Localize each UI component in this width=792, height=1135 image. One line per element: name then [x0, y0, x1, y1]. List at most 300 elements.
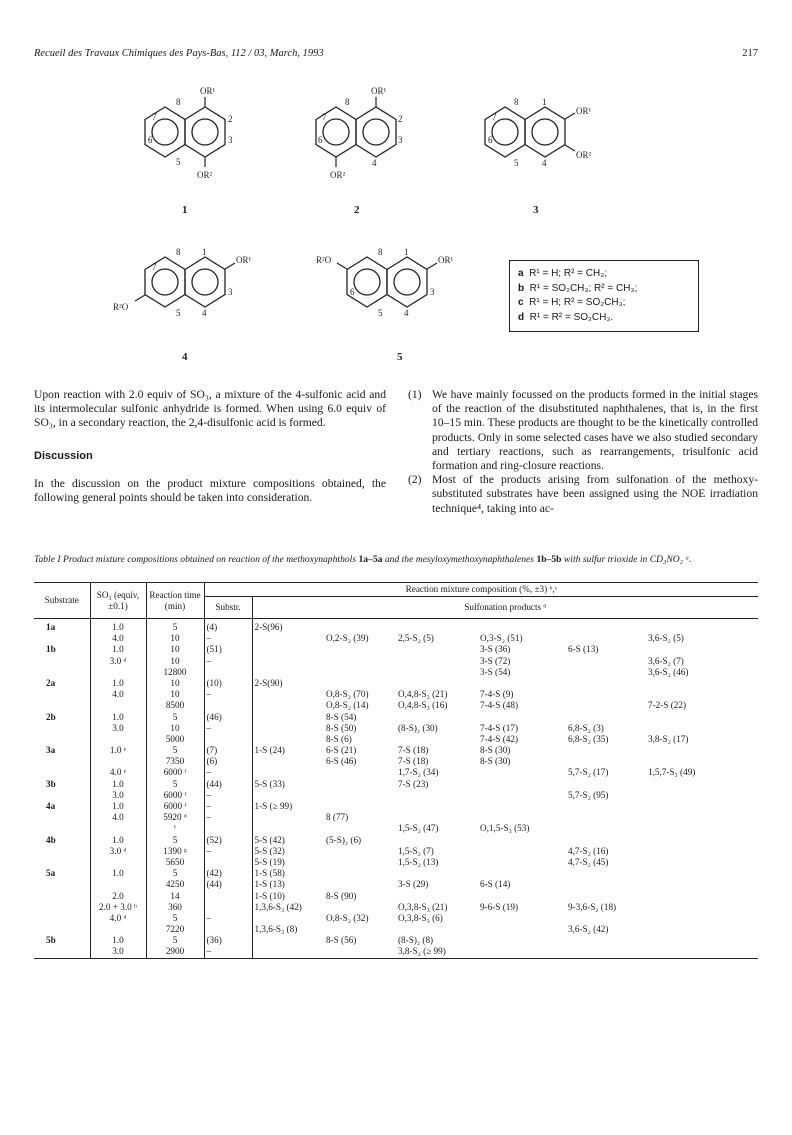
table-cell: 6000 ᶠ — [146, 767, 204, 778]
table-row — [34, 756, 758, 767]
table-cell: 2,5-S₂ (5) — [398, 633, 434, 644]
table-cell: 1.0 — [90, 835, 146, 846]
table-cell — [718, 633, 758, 644]
table-cell — [324, 946, 396, 958]
svg-text:7: 7 — [152, 112, 157, 122]
table-cell: 5 — [146, 935, 204, 946]
table-cell: 1.0 ᵉ — [90, 745, 146, 756]
table-cell: 1.0 — [90, 801, 146, 812]
substrate-cell — [34, 734, 90, 745]
table-cell: 3,8-S₂ (≥ 99) — [398, 946, 446, 957]
table-cell — [718, 857, 758, 868]
table-cell: 5-S (33) — [254, 778, 285, 789]
legend-row-b: b R¹ = SO₂CH₃; R² = CH₃; — [518, 282, 638, 294]
table-row — [34, 913, 758, 924]
table-cell: 5 — [146, 913, 204, 924]
table-cell — [204, 857, 252, 868]
table-cell — [718, 891, 758, 902]
table-cell: 5920 ᵈ — [146, 812, 204, 823]
table-cell: 4,7-S₂ (45) — [568, 856, 609, 867]
table-cell: O,3,8-S₃ (21) — [398, 901, 448, 912]
svg-text:4: 4 — [542, 158, 547, 168]
table-cell — [90, 879, 146, 890]
table-cell — [646, 779, 718, 790]
table-cell — [566, 935, 646, 946]
table-cell — [252, 823, 324, 834]
svg-text:1: 1 — [542, 97, 547, 107]
substituent-legend — [509, 260, 699, 332]
table-cell: 7-S (18) — [398, 756, 429, 767]
table-row — [34, 644, 758, 655]
table-cell: 4.0 ᵈ — [90, 913, 146, 924]
table-row — [34, 801, 758, 812]
table-cell: 3-S (72) — [480, 655, 511, 666]
legend-row-c: c R¹ = H; R² = SO₂CH₃; — [518, 297, 626, 308]
table-row — [34, 619, 758, 634]
table-cell — [566, 913, 646, 924]
table-cell: 6000 ᶠ — [146, 801, 204, 812]
table-cell — [646, 712, 718, 723]
table-cell — [478, 678, 566, 689]
table-row — [34, 667, 758, 678]
table-cell: O,8-S₂ (70) — [326, 689, 369, 700]
table-row — [34, 846, 758, 857]
table-cell: 3.0 — [90, 946, 146, 958]
table-cell — [718, 723, 758, 734]
svg-text:6: 6 — [148, 135, 153, 145]
substrate-cell — [34, 767, 90, 778]
table-cell — [566, 835, 646, 846]
substrate-cell — [34, 846, 90, 857]
table-cell: O,2-S₂ (39) — [326, 633, 369, 644]
table-cell — [718, 767, 758, 778]
table-cell — [718, 846, 758, 857]
table-cell — [718, 619, 758, 634]
c3-sub1-label: OR¹ — [576, 106, 592, 116]
table-cell: – — [204, 801, 252, 812]
table-cell — [396, 644, 478, 655]
table-cell — [252, 723, 324, 734]
table-cell — [718, 868, 758, 879]
table-cell — [90, 667, 146, 678]
table-cell — [396, 891, 478, 902]
svg-text:6: 6 — [318, 135, 323, 145]
table-cell: 360 — [146, 902, 204, 913]
table-cell — [478, 935, 566, 946]
table-cell: 10 — [146, 633, 204, 644]
table-cell: 1.0 — [90, 619, 146, 634]
table-cell: 8-S (50) — [326, 722, 357, 733]
table-cell: (44) — [204, 779, 252, 790]
table-cell: 9-6-S (19) — [480, 901, 519, 912]
table-cell: O,3,8-S₃ (6) — [398, 912, 443, 923]
table-cell — [646, 619, 718, 634]
table-cell: 2900 — [146, 946, 204, 958]
table-cell — [646, 902, 718, 913]
table-cell — [324, 857, 396, 868]
compound-1 — [145, 86, 233, 216]
table-cell — [396, 868, 478, 879]
table-cell — [252, 790, 324, 801]
table-cell: 3,6-S₂ (5) — [648, 633, 684, 644]
c3-sub2-label: OR² — [576, 150, 592, 160]
table-row — [34, 779, 758, 790]
table-cell — [718, 823, 758, 834]
table-cell — [718, 689, 758, 700]
table-cell: 8-S (56) — [326, 935, 357, 946]
table-row — [34, 879, 758, 890]
svg-text:8: 8 — [176, 97, 181, 107]
table-cell: 14 — [146, 891, 204, 902]
table-cell: – — [204, 790, 252, 801]
table-cell — [204, 823, 252, 834]
header-substrate: Substrate — [34, 583, 90, 619]
table-cell — [646, 644, 718, 655]
svg-text:4: 4 — [372, 158, 377, 168]
substrate-cell — [34, 924, 90, 935]
table-cell — [478, 801, 566, 812]
table-row — [34, 745, 758, 756]
table-cell — [566, 678, 646, 689]
svg-text:8: 8 — [378, 247, 383, 257]
substrate-cell — [34, 812, 90, 823]
table-cell — [718, 779, 758, 790]
substrate-cell: 5b — [34, 935, 90, 946]
table-cell: 6-S (13) — [568, 644, 599, 655]
table-cell: 5-S (42) — [254, 834, 285, 845]
table-cell: – — [204, 812, 252, 823]
table-row — [34, 767, 758, 778]
table-cell — [252, 700, 324, 711]
table-cell — [566, 745, 646, 756]
table-cell — [252, 734, 324, 745]
table-cell: 5,7-S₂ (17) — [568, 767, 609, 778]
table-cell: 3.0 ᵈ — [90, 656, 146, 667]
table-cell: – — [204, 946, 252, 958]
table-cell — [566, 656, 646, 667]
table-cell: 5-S (32) — [254, 845, 285, 856]
svg-text:4: 4 — [404, 308, 409, 318]
table-cell: O,3-S₂ (51) — [480, 633, 523, 644]
table-cell: 7-4-S (42) — [480, 733, 519, 744]
table-cell: 8-S (30) — [480, 745, 511, 756]
svg-text:3: 3 — [228, 135, 233, 145]
table-cell: 8-S (30) — [480, 756, 511, 767]
table-cell — [90, 756, 146, 767]
note-item-1: (1) We have mainly focussed on the products formed in the initial stages of the reaction of the disubstituted naphthalenes, that is, in the first 10–15 min. These products are thought to be the kinetically controlled products. Only in some selected cases have we also studied secondary and tertiary reactions, such as rearrangements, trisulfonic acid formation and ring-closure reactions. — [408, 388, 758, 473]
table-cell — [396, 678, 478, 689]
substrate-cell: 1b — [34, 644, 90, 655]
table-cell — [646, 801, 718, 812]
table-cell — [90, 734, 146, 745]
c4-sub1-label: OR¹ — [236, 255, 252, 265]
table-cell — [566, 946, 646, 958]
c5-sub2-label: R²O — [316, 255, 332, 265]
table-cell: O,4,8-S₃ (16) — [398, 700, 448, 711]
table-cell — [718, 790, 758, 801]
c2-bottom-label: OR² — [330, 170, 346, 180]
table-cell: 5 — [146, 779, 204, 790]
table-cell — [718, 902, 758, 913]
table-cell — [646, 946, 718, 958]
table-row — [34, 868, 758, 879]
table-cell — [478, 913, 566, 924]
table-cell: 1,7-S₂ (34) — [398, 767, 439, 778]
substrate-cell — [34, 656, 90, 667]
table-cell: (5-S)₂ (6) — [326, 834, 362, 845]
table-row — [34, 723, 758, 734]
table-cell — [646, 745, 718, 756]
table-cell — [646, 756, 718, 767]
left-paragraph-1: Upon reaction with 2.0 equiv of SO₃, a mixture of the 4-sulfonic acid and its intermolecular sulfonic anhydride is formed. When using 6.0 equiv of SO₃, in a secondary reaction, the 2,4-disulfonic acid is formed. — [34, 388, 386, 430]
table-cell: – — [204, 767, 252, 778]
table-cell — [566, 712, 646, 723]
table-cell: 5 — [146, 835, 204, 846]
table-cell: 2-S(96) — [254, 622, 283, 632]
table-cell — [324, 678, 396, 689]
table-cell — [478, 712, 566, 723]
table-row — [34, 689, 758, 700]
table-cell: 1.0 — [90, 868, 146, 879]
compound-number-1: 1 — [182, 204, 188, 216]
table-cell: 6,8-S₂ (3) — [568, 722, 604, 733]
substrate-cell: 5a — [34, 868, 90, 879]
table-cell — [646, 857, 718, 868]
table-cell: 10 — [146, 689, 204, 700]
substrate-cell — [34, 790, 90, 801]
table-cell — [566, 891, 646, 902]
table-cell: (52) — [204, 835, 252, 846]
table-cell — [646, 790, 718, 801]
table-cell — [396, 812, 478, 823]
substrate-cell: 3a — [34, 745, 90, 756]
table-cell — [324, 924, 396, 935]
table-cell: 12800 — [146, 667, 204, 678]
table-cell: 4.0 — [90, 633, 146, 644]
table-cell — [718, 644, 758, 655]
table-cell: 5,7-S₂ (95) — [568, 789, 609, 800]
table-cell — [324, 846, 396, 857]
table-cell — [646, 823, 718, 834]
table-cell — [252, 913, 324, 924]
table-cell: 7-S (18) — [398, 745, 429, 756]
journal-title: Recueil des Travaux Chimiques des Pays-Bas, 112 / 03, March, 1993 — [34, 48, 324, 59]
compound-number-2: 2 — [354, 204, 360, 216]
table-cell — [478, 619, 566, 634]
table-cell: 8500 — [146, 700, 204, 711]
header-products: Sulfonation products ᵈ — [464, 602, 547, 613]
table-cell: 3.0 — [90, 723, 146, 734]
table-cell: 1-S (≥ 99) — [254, 801, 293, 811]
svg-text:6: 6 — [350, 287, 355, 297]
svg-text:3: 3 — [228, 287, 233, 297]
table-cell: (10) — [204, 678, 252, 689]
svg-text:5: 5 — [176, 308, 181, 318]
table-cell: 5 — [146, 619, 204, 634]
table-cell: 8 (77) — [326, 812, 349, 823]
table-cell: 1,5-S₂ (7) — [398, 845, 434, 856]
table-cell: 5000 — [146, 734, 204, 745]
table-cell: 3,6-S₂ (42) — [568, 924, 609, 935]
table-cell — [324, 656, 396, 667]
table-container — [34, 582, 758, 959]
table-cell — [252, 644, 324, 655]
table-cell — [478, 812, 566, 823]
compound-5 — [316, 247, 454, 363]
table-cell: 3-S (36) — [480, 644, 511, 655]
table-cell: 6000 ᶠ — [146, 790, 204, 801]
page-number: 217 — [742, 48, 758, 59]
table-cell — [204, 700, 252, 711]
svg-text:8: 8 — [345, 97, 350, 107]
table-cell — [566, 667, 646, 678]
table-cell: O,1,5-S₃ (53) — [480, 823, 530, 834]
table-cell — [324, 868, 396, 879]
table-row — [34, 946, 758, 958]
table-cell — [718, 667, 758, 678]
table-cell — [646, 891, 718, 902]
svg-text:8: 8 — [514, 97, 519, 107]
table-cell: 4.0 — [90, 689, 146, 700]
table-row — [34, 891, 758, 902]
table-cell — [478, 779, 566, 790]
table-cell: 1.0 — [90, 935, 146, 946]
table-cell — [204, 902, 252, 913]
table-cell: 5 — [146, 868, 204, 879]
table-cell: 2.0 — [90, 891, 146, 902]
legend-row-d: d R¹ = R² = SO₂CH₃. — [518, 311, 614, 323]
table-cell: 9-3,6-S₂ (18) — [568, 901, 617, 912]
svg-text:6: 6 — [488, 135, 493, 145]
table-cell — [718, 756, 758, 767]
table-cell — [566, 868, 646, 879]
table-cell — [204, 734, 252, 745]
table-cell: ᶠ — [146, 823, 204, 834]
table-cell — [324, 902, 396, 913]
table-cell — [252, 767, 324, 778]
table-cell: 1,5-S₂ (47) — [398, 823, 439, 834]
table-cell — [718, 913, 758, 924]
table-cell — [324, 767, 396, 778]
table-row — [34, 678, 758, 689]
c2-top-label: OR¹ — [371, 86, 387, 96]
substrate-cell — [34, 689, 90, 700]
substrate-cell — [34, 633, 90, 644]
table-cell — [718, 734, 758, 745]
c1-top-label: OR¹ — [200, 86, 216, 96]
compound-2 — [316, 86, 403, 216]
table-cell: 6-S (21) — [326, 745, 357, 756]
table-cell — [718, 924, 758, 935]
table-cell: 2-S(90) — [254, 677, 283, 688]
table-cell — [646, 689, 718, 700]
table-cell: 5 — [146, 745, 204, 756]
substrate-cell — [34, 902, 90, 913]
left-column — [34, 388, 386, 505]
table-cell — [718, 656, 758, 667]
table-cell — [396, 835, 478, 846]
discussion-heading: Discussion — [34, 449, 93, 462]
substrate-cell — [34, 723, 90, 734]
table-cell: 1390 ᵍ — [146, 846, 204, 857]
table-cell: 10 — [146, 656, 204, 667]
c1-bottom-label: OR² — [197, 170, 213, 180]
table-cell — [396, 734, 478, 745]
table-cell: 2.0 + 3.0 ʰ — [90, 902, 146, 913]
header-composition: Reaction mixture composition (%, ±3) ᵇ,ᶜ — [204, 583, 758, 597]
table-cell — [566, 779, 646, 790]
substrate-cell — [34, 946, 90, 958]
c4-sub2-label: R²O — [113, 302, 129, 312]
substrate-cell: 3b — [34, 779, 90, 790]
table-row — [34, 812, 758, 823]
table-cell: (8-S)₂ (30) — [398, 722, 438, 733]
table-cell: O,8-S₂ (32) — [326, 912, 369, 923]
substrate-cell — [34, 891, 90, 902]
substrate-cell — [34, 879, 90, 890]
substrate-cell — [34, 913, 90, 924]
svg-text:5: 5 — [514, 158, 519, 168]
compound-3 — [485, 97, 592, 216]
table-cell — [252, 667, 324, 678]
table-cell: 7-4-S (9) — [480, 689, 514, 700]
table-cell: 5-S (19) — [254, 856, 285, 867]
table-cell: 10 — [146, 723, 204, 734]
table-cell — [252, 756, 324, 767]
table-cell — [646, 846, 718, 857]
table-cell: (44) — [204, 879, 252, 890]
table-cell — [646, 812, 718, 823]
substrate-cell: 4b — [34, 835, 90, 846]
table-cell — [324, 644, 396, 655]
table-cell — [646, 868, 718, 879]
substrate-cell: 2a — [34, 678, 90, 689]
table-cell: 1,5-S₂ (13) — [398, 856, 439, 867]
table-cell — [204, 891, 252, 902]
table-row — [34, 857, 758, 868]
table-cell: – — [204, 846, 252, 857]
compound-number-5: 5 — [397, 351, 403, 363]
table-cell — [204, 667, 252, 678]
table-cell — [718, 700, 758, 711]
table-cell — [324, 779, 396, 790]
table-cell: 6-S (46) — [326, 756, 357, 767]
table-cell: 5 — [146, 712, 204, 723]
table-cell: – — [204, 656, 252, 667]
table-cell — [718, 745, 758, 756]
table-cell — [646, 924, 718, 935]
table-cell — [324, 790, 396, 801]
table-cell — [396, 790, 478, 801]
svg-text:4: 4 — [202, 308, 207, 318]
table-cell: – — [204, 689, 252, 700]
compound-4 — [113, 247, 252, 363]
table-cell — [646, 879, 718, 890]
svg-text:1: 1 — [202, 247, 207, 257]
table-cell — [252, 812, 324, 823]
table-cell: 7-S (23) — [398, 778, 429, 789]
table-cell — [718, 835, 758, 846]
compound-number-4: 4 — [182, 351, 188, 363]
svg-text:1: 1 — [404, 247, 409, 257]
substrate-cell: 2b — [34, 712, 90, 723]
table-cell: 1-S (58) — [254, 868, 285, 879]
table-cell: (36) — [204, 935, 252, 946]
svg-text:7: 7 — [492, 112, 497, 122]
table-cell — [566, 619, 646, 634]
table-cell: 1-S (13) — [254, 879, 285, 890]
table-row — [34, 734, 758, 745]
